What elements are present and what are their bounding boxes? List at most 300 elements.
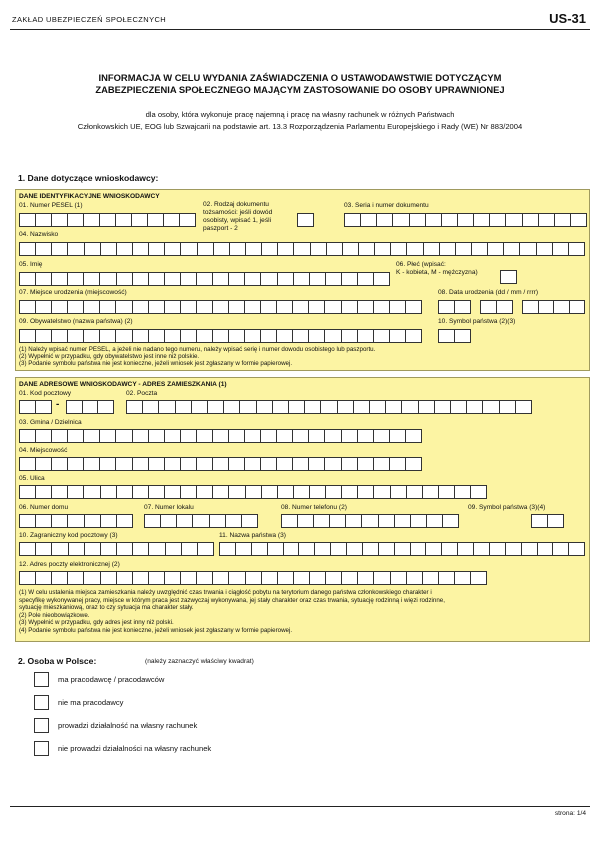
character-cell[interactable] xyxy=(337,400,354,414)
character-cell[interactable] xyxy=(310,242,327,256)
character-cell[interactable] xyxy=(276,457,293,471)
character-cell[interactable] xyxy=(454,485,471,499)
character-cell[interactable] xyxy=(505,542,522,556)
character-cell[interactable] xyxy=(116,242,133,256)
character-cell[interactable] xyxy=(245,485,262,499)
character-cell[interactable] xyxy=(239,400,256,414)
character-cell[interactable] xyxy=(373,300,390,314)
character-cell[interactable] xyxy=(454,329,471,343)
character-cell[interactable] xyxy=(180,457,197,471)
character-cell[interactable] xyxy=(522,300,539,314)
character-cell[interactable] xyxy=(212,429,229,443)
character-cell[interactable] xyxy=(245,571,262,585)
character-cell[interactable] xyxy=(212,457,229,471)
character-cell[interactable] xyxy=(213,242,230,256)
postcode-part-1-input[interactable] xyxy=(19,400,51,414)
character-cell[interactable] xyxy=(67,485,84,499)
character-cell[interactable] xyxy=(505,213,522,227)
character-cell[interactable] xyxy=(176,514,193,528)
character-cell[interactable] xyxy=(244,429,261,443)
character-cell[interactable] xyxy=(100,485,117,499)
character-cell[interactable] xyxy=(342,242,359,256)
character-cell[interactable] xyxy=(261,242,278,256)
character-cell[interactable] xyxy=(281,514,298,528)
character-cell[interactable] xyxy=(228,485,245,499)
character-cell[interactable] xyxy=(293,485,310,499)
pesel-input[interactable] xyxy=(19,213,195,227)
character-cell[interactable] xyxy=(378,514,395,528)
character-cell[interactable] xyxy=(276,300,293,314)
character-cell[interactable] xyxy=(67,213,84,227)
character-cell[interactable] xyxy=(357,272,374,286)
character-cell[interactable] xyxy=(471,242,488,256)
character-cell[interactable] xyxy=(441,213,458,227)
character-cell[interactable] xyxy=(357,300,374,314)
character-cell[interactable] xyxy=(357,571,374,585)
character-cell[interactable] xyxy=(115,457,132,471)
character-cell[interactable] xyxy=(309,571,326,585)
character-cell[interactable] xyxy=(521,542,538,556)
character-cell[interactable] xyxy=(164,429,181,443)
character-cell[interactable] xyxy=(100,542,117,556)
character-cell[interactable] xyxy=(19,457,36,471)
character-cell[interactable] xyxy=(180,429,197,443)
character-cell[interactable] xyxy=(425,542,442,556)
character-cell[interactable] xyxy=(66,400,83,414)
character-cell[interactable] xyxy=(442,514,459,528)
character-cell[interactable] xyxy=(67,457,84,471)
character-cell[interactable] xyxy=(19,329,36,343)
character-cell[interactable] xyxy=(260,272,277,286)
character-cell[interactable] xyxy=(489,542,506,556)
character-cell[interactable] xyxy=(35,213,52,227)
birthplace-input[interactable] xyxy=(19,300,421,314)
character-cell[interactable] xyxy=(67,242,84,256)
character-cell[interactable] xyxy=(298,542,315,556)
character-cell[interactable] xyxy=(499,400,516,414)
character-cell[interactable] xyxy=(405,329,422,343)
street-input[interactable] xyxy=(19,485,486,499)
character-cell[interactable] xyxy=(434,400,451,414)
character-cell[interactable] xyxy=(19,242,36,256)
character-cell[interactable] xyxy=(441,542,458,556)
character-cell[interactable] xyxy=(260,429,277,443)
character-cell[interactable] xyxy=(99,272,116,286)
character-cell[interactable] xyxy=(164,329,181,343)
character-cell[interactable] xyxy=(228,272,245,286)
character-cell[interactable] xyxy=(466,400,483,414)
character-cell[interactable] xyxy=(115,213,132,227)
character-cell[interactable] xyxy=(277,571,294,585)
character-cell[interactable] xyxy=(374,242,391,256)
character-cell[interactable] xyxy=(373,457,390,471)
character-cell[interactable] xyxy=(83,429,100,443)
option-no-employer-checkbox[interactable] xyxy=(34,695,49,710)
character-cell[interactable] xyxy=(51,429,68,443)
character-cell[interactable] xyxy=(261,485,278,499)
character-cell[interactable] xyxy=(148,242,165,256)
character-cell[interactable] xyxy=(554,213,571,227)
character-cell[interactable] xyxy=(569,300,586,314)
character-cell[interactable] xyxy=(132,329,149,343)
character-cell[interactable] xyxy=(100,571,117,585)
character-cell[interactable] xyxy=(314,542,331,556)
character-cell[interactable] xyxy=(362,542,379,556)
character-cell[interactable] xyxy=(401,400,418,414)
character-cell[interactable] xyxy=(148,571,165,585)
character-cell[interactable] xyxy=(164,272,181,286)
character-cell[interactable] xyxy=(385,400,402,414)
character-cell[interactable] xyxy=(197,542,214,556)
character-cell[interactable] xyxy=(163,213,180,227)
character-cell[interactable] xyxy=(116,485,133,499)
character-cell[interactable] xyxy=(267,542,284,556)
character-cell[interactable] xyxy=(341,457,358,471)
character-cell[interactable] xyxy=(438,571,455,585)
character-cell[interactable] xyxy=(164,571,181,585)
character-cell[interactable] xyxy=(422,485,439,499)
character-cell[interactable] xyxy=(158,400,175,414)
character-cell[interactable] xyxy=(410,542,427,556)
character-cell[interactable] xyxy=(67,514,84,528)
character-cell[interactable] xyxy=(292,457,309,471)
character-cell[interactable] xyxy=(389,329,406,343)
character-cell[interactable] xyxy=(132,300,149,314)
character-cell[interactable] xyxy=(470,485,487,499)
character-cell[interactable] xyxy=(357,485,374,499)
character-cell[interactable] xyxy=(297,514,314,528)
character-cell[interactable] xyxy=(35,272,52,286)
character-cell[interactable] xyxy=(308,457,325,471)
character-cell[interactable] xyxy=(148,329,165,343)
character-cell[interactable] xyxy=(175,400,192,414)
character-cell[interactable] xyxy=(373,571,390,585)
character-cell[interactable] xyxy=(196,429,213,443)
character-cell[interactable] xyxy=(223,400,240,414)
character-cell[interactable] xyxy=(99,457,116,471)
character-cell[interactable] xyxy=(67,329,84,343)
character-cell[interactable] xyxy=(196,329,213,343)
character-cell[interactable] xyxy=(180,242,197,256)
character-cell[interactable] xyxy=(389,300,406,314)
character-cell[interactable] xyxy=(225,514,242,528)
character-cell[interactable] xyxy=(244,457,261,471)
character-cell[interactable] xyxy=(308,329,325,343)
citizenship-input[interactable] xyxy=(19,329,421,343)
character-cell[interactable] xyxy=(116,514,133,528)
character-cell[interactable] xyxy=(132,429,149,443)
character-cell[interactable] xyxy=(164,300,181,314)
character-cell[interactable] xyxy=(537,542,554,556)
character-cell[interactable] xyxy=(180,485,197,499)
character-cell[interactable] xyxy=(84,514,101,528)
character-cell[interactable] xyxy=(99,300,116,314)
character-cell[interactable] xyxy=(346,542,363,556)
character-cell[interactable] xyxy=(454,300,471,314)
character-cell[interactable] xyxy=(99,213,116,227)
character-cell[interactable] xyxy=(277,485,294,499)
character-cell[interactable] xyxy=(19,272,36,286)
character-cell[interactable] xyxy=(536,242,553,256)
character-cell[interactable] xyxy=(51,300,68,314)
character-cell[interactable] xyxy=(455,242,472,256)
character-cell[interactable] xyxy=(196,272,213,286)
character-cell[interactable] xyxy=(19,400,36,414)
character-cell[interactable] xyxy=(35,300,52,314)
character-cell[interactable] xyxy=(228,457,245,471)
character-cell[interactable] xyxy=(288,400,305,414)
character-cell[interactable] xyxy=(132,272,149,286)
character-cell[interactable] xyxy=(324,329,341,343)
character-cell[interactable] xyxy=(148,429,165,443)
country-name-input[interactable] xyxy=(219,542,584,556)
character-cell[interactable] xyxy=(148,542,165,556)
character-cell[interactable] xyxy=(292,300,309,314)
character-cell[interactable] xyxy=(503,242,520,256)
character-cell[interactable] xyxy=(292,329,309,343)
character-cell[interactable] xyxy=(341,485,358,499)
character-cell[interactable] xyxy=(515,400,532,414)
character-cell[interactable] xyxy=(389,457,406,471)
character-cell[interactable] xyxy=(330,542,347,556)
character-cell[interactable] xyxy=(406,485,423,499)
character-cell[interactable] xyxy=(389,429,406,443)
character-cell[interactable] xyxy=(84,242,101,256)
character-cell[interactable] xyxy=(100,242,117,256)
character-cell[interactable] xyxy=(212,329,229,343)
character-cell[interactable] xyxy=(473,213,490,227)
firstname-input[interactable] xyxy=(19,272,389,286)
character-cell[interactable] xyxy=(148,457,165,471)
character-cell[interactable] xyxy=(360,213,377,227)
character-cell[interactable] xyxy=(406,571,423,585)
character-cell[interactable] xyxy=(181,542,198,556)
character-cell[interactable] xyxy=(196,300,213,314)
character-cell[interactable] xyxy=(212,300,229,314)
character-cell[interactable] xyxy=(35,242,52,256)
character-cell[interactable] xyxy=(19,571,36,585)
character-cell[interactable] xyxy=(19,213,36,227)
character-cell[interactable] xyxy=(324,457,341,471)
character-cell[interactable] xyxy=(293,272,310,286)
character-cell[interactable] xyxy=(357,329,374,343)
character-cell[interactable] xyxy=(568,542,585,556)
character-cell[interactable] xyxy=(276,329,293,343)
birthdate-day-input[interactable] xyxy=(438,300,470,314)
character-cell[interactable] xyxy=(519,242,536,256)
phone-input[interactable] xyxy=(281,514,458,528)
character-cell[interactable] xyxy=(454,571,471,585)
character-cell[interactable] xyxy=(35,457,52,471)
character-cell[interactable] xyxy=(51,329,68,343)
character-cell[interactable] xyxy=(293,571,310,585)
character-cell[interactable] xyxy=(132,457,149,471)
character-cell[interactable] xyxy=(244,300,261,314)
character-cell[interactable] xyxy=(325,571,342,585)
birthdate-month-input[interactable] xyxy=(480,300,512,314)
character-cell[interactable] xyxy=(394,542,411,556)
character-cell[interactable] xyxy=(115,300,132,314)
character-cell[interactable] xyxy=(341,571,358,585)
character-cell[interactable] xyxy=(35,485,52,499)
character-cell[interactable] xyxy=(438,485,455,499)
character-cell[interactable] xyxy=(35,571,52,585)
character-cell[interactable] xyxy=(272,400,289,414)
character-cell[interactable] xyxy=(99,429,116,443)
character-cell[interactable] xyxy=(260,329,277,343)
character-cell[interactable] xyxy=(283,542,300,556)
character-cell[interactable] xyxy=(293,242,310,256)
character-cell[interactable] xyxy=(19,300,36,314)
character-cell[interactable] xyxy=(83,457,100,471)
character-cell[interactable] xyxy=(19,429,36,443)
character-cell[interactable] xyxy=(179,213,196,227)
character-cell[interactable] xyxy=(115,429,132,443)
character-cell[interactable] xyxy=(320,400,337,414)
character-cell[interactable] xyxy=(67,571,84,585)
character-cell[interactable] xyxy=(132,571,149,585)
character-cell[interactable] xyxy=(341,429,358,443)
character-cell[interactable] xyxy=(361,514,378,528)
post-office-input[interactable] xyxy=(126,400,531,414)
house-number-input[interactable] xyxy=(19,514,132,528)
character-cell[interactable] xyxy=(51,457,68,471)
character-cell[interactable] xyxy=(83,272,100,286)
character-cell[interactable] xyxy=(83,485,100,499)
character-cell[interactable] xyxy=(209,514,226,528)
character-cell[interactable] xyxy=(115,329,132,343)
character-cell[interactable] xyxy=(568,242,585,256)
character-cell[interactable] xyxy=(84,542,101,556)
character-cell[interactable] xyxy=(68,542,85,556)
character-cell[interactable] xyxy=(35,429,52,443)
surname-input[interactable] xyxy=(19,242,584,256)
character-cell[interactable] xyxy=(261,571,278,585)
character-cell[interactable] xyxy=(341,300,358,314)
character-cell[interactable] xyxy=(228,300,245,314)
character-cell[interactable] xyxy=(212,272,229,286)
character-cell[interactable] xyxy=(297,213,314,227)
character-cell[interactable] xyxy=(35,329,52,343)
character-cell[interactable] xyxy=(277,242,294,256)
character-cell[interactable] xyxy=(244,272,261,286)
character-cell[interactable] xyxy=(191,400,208,414)
character-cell[interactable] xyxy=(373,272,390,286)
character-cell[interactable] xyxy=(373,429,390,443)
character-cell[interactable] xyxy=(394,514,411,528)
character-cell[interactable] xyxy=(132,485,149,499)
character-cell[interactable] xyxy=(425,213,442,227)
character-cell[interactable] xyxy=(35,514,52,528)
character-cell[interactable] xyxy=(132,242,149,256)
character-cell[interactable] xyxy=(228,329,245,343)
city-input[interactable] xyxy=(19,457,421,471)
character-cell[interactable] xyxy=(531,514,548,528)
character-cell[interactable] xyxy=(260,300,277,314)
character-cell[interactable] xyxy=(35,542,52,556)
character-cell[interactable] xyxy=(116,272,133,286)
document-number-input[interactable] xyxy=(344,213,586,227)
character-cell[interactable] xyxy=(164,485,181,499)
character-cell[interactable] xyxy=(116,542,133,556)
character-cell[interactable] xyxy=(196,571,213,585)
character-cell[interactable] xyxy=(207,400,224,414)
character-cell[interactable] xyxy=(522,213,539,227)
character-cell[interactable] xyxy=(570,213,587,227)
character-cell[interactable] xyxy=(51,272,68,286)
character-cell[interactable] xyxy=(470,571,487,585)
character-cell[interactable] xyxy=(390,571,407,585)
character-cell[interactable] xyxy=(51,514,68,528)
document-type-input[interactable] xyxy=(297,213,313,227)
character-cell[interactable] xyxy=(51,242,68,256)
character-cell[interactable] xyxy=(35,400,52,414)
character-cell[interactable] xyxy=(229,242,246,256)
character-cell[interactable] xyxy=(438,329,455,343)
character-cell[interactable] xyxy=(51,485,68,499)
character-cell[interactable] xyxy=(369,400,386,414)
character-cell[interactable] xyxy=(82,400,99,414)
character-cell[interactable] xyxy=(235,542,252,556)
character-cell[interactable] xyxy=(212,485,229,499)
character-cell[interactable] xyxy=(489,213,506,227)
character-cell[interactable] xyxy=(329,514,346,528)
character-cell[interactable] xyxy=(344,213,361,227)
character-cell[interactable] xyxy=(197,242,214,256)
character-cell[interactable] xyxy=(228,571,245,585)
character-cell[interactable] xyxy=(308,300,325,314)
character-cell[interactable] xyxy=(500,270,517,284)
character-cell[interactable] xyxy=(538,213,555,227)
character-cell[interactable] xyxy=(276,429,293,443)
character-cell[interactable] xyxy=(405,457,422,471)
option-has-employer-checkbox[interactable] xyxy=(34,672,49,687)
character-cell[interactable] xyxy=(67,300,84,314)
character-cell[interactable] xyxy=(410,514,427,528)
character-cell[interactable] xyxy=(142,400,159,414)
character-cell[interactable] xyxy=(164,457,181,471)
character-cell[interactable] xyxy=(326,242,343,256)
character-cell[interactable] xyxy=(457,542,474,556)
character-cell[interactable] xyxy=(219,542,236,556)
character-cell[interactable] xyxy=(341,329,358,343)
character-cell[interactable] xyxy=(341,272,358,286)
character-cell[interactable] xyxy=(325,272,342,286)
character-cell[interactable] xyxy=(373,485,390,499)
character-cell[interactable] xyxy=(67,429,84,443)
character-cell[interactable] xyxy=(165,542,182,556)
character-cell[interactable] xyxy=(357,457,374,471)
character-cell[interactable] xyxy=(245,242,262,256)
character-cell[interactable] xyxy=(309,272,326,286)
character-cell[interactable] xyxy=(148,272,165,286)
character-cell[interactable] xyxy=(439,242,456,256)
character-cell[interactable] xyxy=(51,213,68,227)
character-cell[interactable] xyxy=(100,514,117,528)
character-cell[interactable] xyxy=(51,571,68,585)
character-cell[interactable] xyxy=(373,329,390,343)
character-cell[interactable] xyxy=(457,213,474,227)
character-cell[interactable] xyxy=(251,542,268,556)
character-cell[interactable] xyxy=(196,457,213,471)
character-cell[interactable] xyxy=(308,429,325,443)
address-country-symbol-input[interactable] xyxy=(531,514,563,528)
character-cell[interactable] xyxy=(116,571,133,585)
character-cell[interactable] xyxy=(405,300,422,314)
character-cell[interactable] xyxy=(160,514,177,528)
character-cell[interactable] xyxy=(83,300,100,314)
character-cell[interactable] xyxy=(324,429,341,443)
